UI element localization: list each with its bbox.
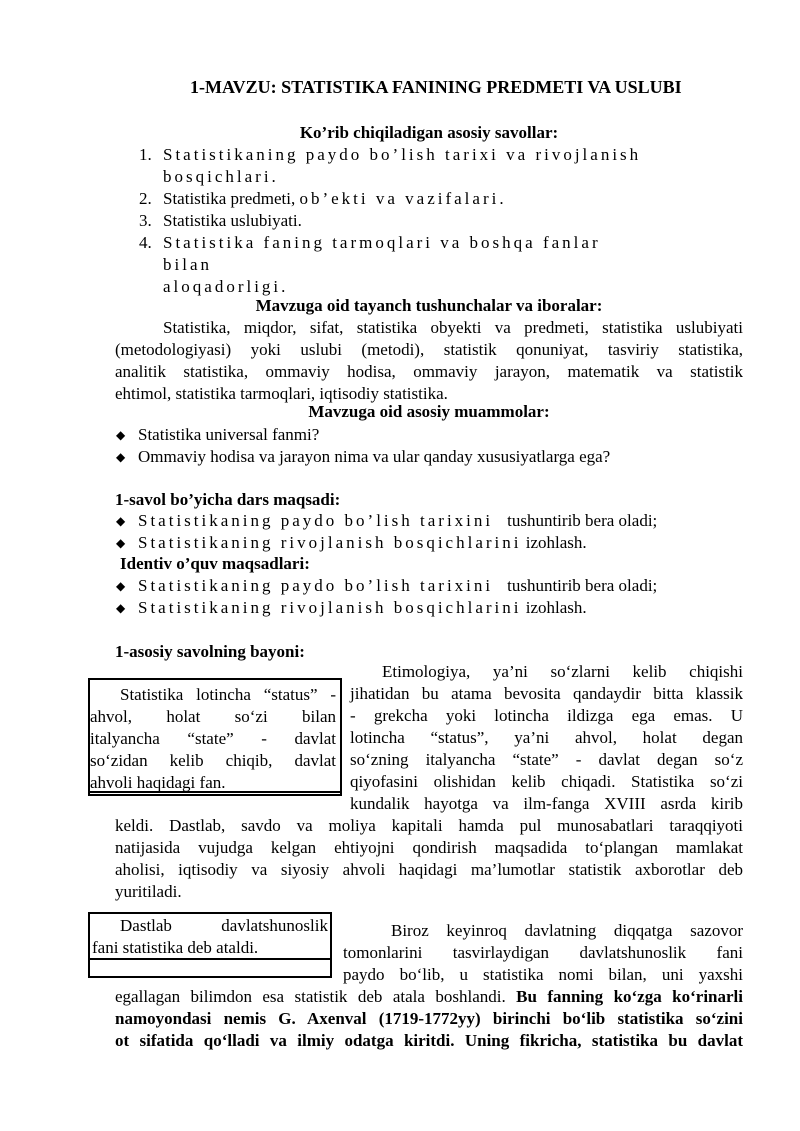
list-text: Statistika predmeti,	[163, 189, 300, 208]
bullet-diamond-icon: ◆	[116, 514, 126, 528]
paragraph-2-full: egallagan bilimdon esa statistik deb atala boshlandi. Bu fanning ko‘zga ko‘rinarli namoyondasi nemis G. Axenval (1719-1772yy) birinchi bo‘lib statistika so‘zini ot sifatida qo‘lladi va ilmiy odatga kiritdi. Uning fikricha, statistika bu davlat	[115, 987, 743, 1050]
bullet-diamond-icon: ◆	[116, 536, 126, 550]
list-text: bosqichlari.	[163, 167, 279, 186]
problems-heading: Mavzuga oid asosiy muammolar:	[308, 402, 550, 421]
questions-heading: Ko’rib chiqiladigan asosiy savollar:	[299, 123, 559, 142]
page-title: 1-MAVZU: STATISTIKA FANINING PREDMETI VA USLUBI	[190, 77, 682, 97]
list-item	[139, 144, 643, 188]
list-item: ◆ Statistikaning rivojlanish bosqichlarini izohlash.	[116, 533, 587, 552]
list-item: ◆ Statistikaning paydo bo’lish tarixini tushuntirib bera oladi;	[116, 576, 658, 595]
list-text: Statistika faning tarmoqlari va boshqa fanlar bilan	[163, 233, 601, 274]
list-item	[139, 232, 643, 298]
list-item	[139, 188, 643, 210]
list-item: ◆ Statistika universal fanmi?	[116, 425, 320, 444]
bullet-diamond-icon: ◆	[116, 579, 126, 593]
note-text-2: Dastlab davlatshunoslik fani statistika deb ataldi.	[92, 916, 328, 957]
concepts-line: (metodologiyasi) yoki uslubi (metodi), statistik qonuniyat, tasviriy statistika,	[115, 340, 743, 359]
problems-list	[116, 424, 738, 468]
goal-list	[116, 510, 738, 554]
bullet-diamond-icon: ◆	[116, 450, 126, 464]
concepts-heading: Mavzuga oid tayanch tushunchalar va iboralar:	[255, 296, 603, 315]
questions-list	[139, 144, 643, 298]
concepts-line: ehtimol, statistika tarmoqlari, iqtisodiy statistika.	[115, 384, 448, 403]
bayoni-heading: 1-asosiy savolning bayoni:	[115, 642, 305, 661]
list-text: aloqadorligi.	[163, 277, 289, 296]
concepts-line: analitik statistika, ommaviy hodisa, ommaviy jarayon, matematik va statistik	[115, 362, 743, 381]
identiv-list	[116, 575, 738, 619]
paragraph-1-right: Etimologiya, ya’ni so‘zlarni kelib chiqishi jihatidan bu atama bevosita qandaydir bitta klassik - grekcha yoki lotincha ildizga ega emas. U lotincha “status”, ya’ni ahvol, holat degan so‘zning italyancha “state” - davlat degan so‘z qiyofasini olishidan kelib chiqadi. Statistika so‘zi kundalik hayotga va ilm-fanga XVIII asrda kirib	[350, 662, 743, 813]
list-number: 1.	[139, 145, 152, 164]
paragraph-1-full: keldi. Dastlab, savdo va moliya kapitali hamda pul munosabatlari taraqqiyoti natijasida vujudga kelgan ehtiyojni qondirish maqsadida to‘plangan mamlakat aholisi, iqtisodiy va siyosiy ahvoli haqidagi ma’lumotlar statistik axborotlar deb yuritiladi.	[115, 816, 743, 901]
mixed-line: egallagan bilimdon esa statistik deb atala boshlandi. Bu fanning ko‘zga ko‘rinarli	[115, 987, 743, 1006]
concepts-line: Statistika, miqdor, sifat, statistika obyekti va predmeti, statistika uslubiyati	[163, 318, 743, 337]
list-item	[139, 210, 643, 232]
list-text: ob’ekti va vazifalari.	[299, 189, 507, 208]
list-item: ◆ Statistikaning paydo bo’lish tarixini tushuntirib bera oladi;	[116, 511, 658, 530]
identiv-heading: Identiv o’quv maqsadlari:	[120, 554, 310, 573]
bullet-diamond-icon: ◆	[116, 601, 126, 615]
paragraph-2-right: Biroz keyinroq davlatning diqqatga sazovor tomonlarini tasvirlaydigan davlatshunoslik fani paydo bo‘lib, u statistika nomi bilan, uni yaxshi	[343, 921, 743, 984]
note-text-1: Statistika lotincha “status” - ahvol, holat so‘zi bilan italyancha “state” - davlat so‘zidan kelib chiqib, davlat ahvoli haqidagi fan.	[90, 685, 336, 792]
bullet-diamond-icon: ◆	[116, 428, 126, 442]
concepts-paragraph	[115, 317, 743, 405]
goal-heading: 1-savol bo’yicha dars maqsadi:	[115, 490, 341, 509]
list-number: 4.	[139, 233, 152, 252]
list-text: Statistikaning paydo bo’lish tarixi va rivojlanish	[163, 145, 642, 164]
list-item: ◆ Ommaviy hodisa va jarayon nima va ular qanday xususiyatlarga ega?	[116, 447, 611, 466]
list-item: ◆ Statistikaning rivojlanish bosqichlarini izohlash.	[116, 598, 587, 617]
list-text: Statistika uslubiyati.	[163, 211, 302, 230]
list-number: 3.	[139, 211, 152, 230]
list-number: 2.	[139, 189, 152, 208]
